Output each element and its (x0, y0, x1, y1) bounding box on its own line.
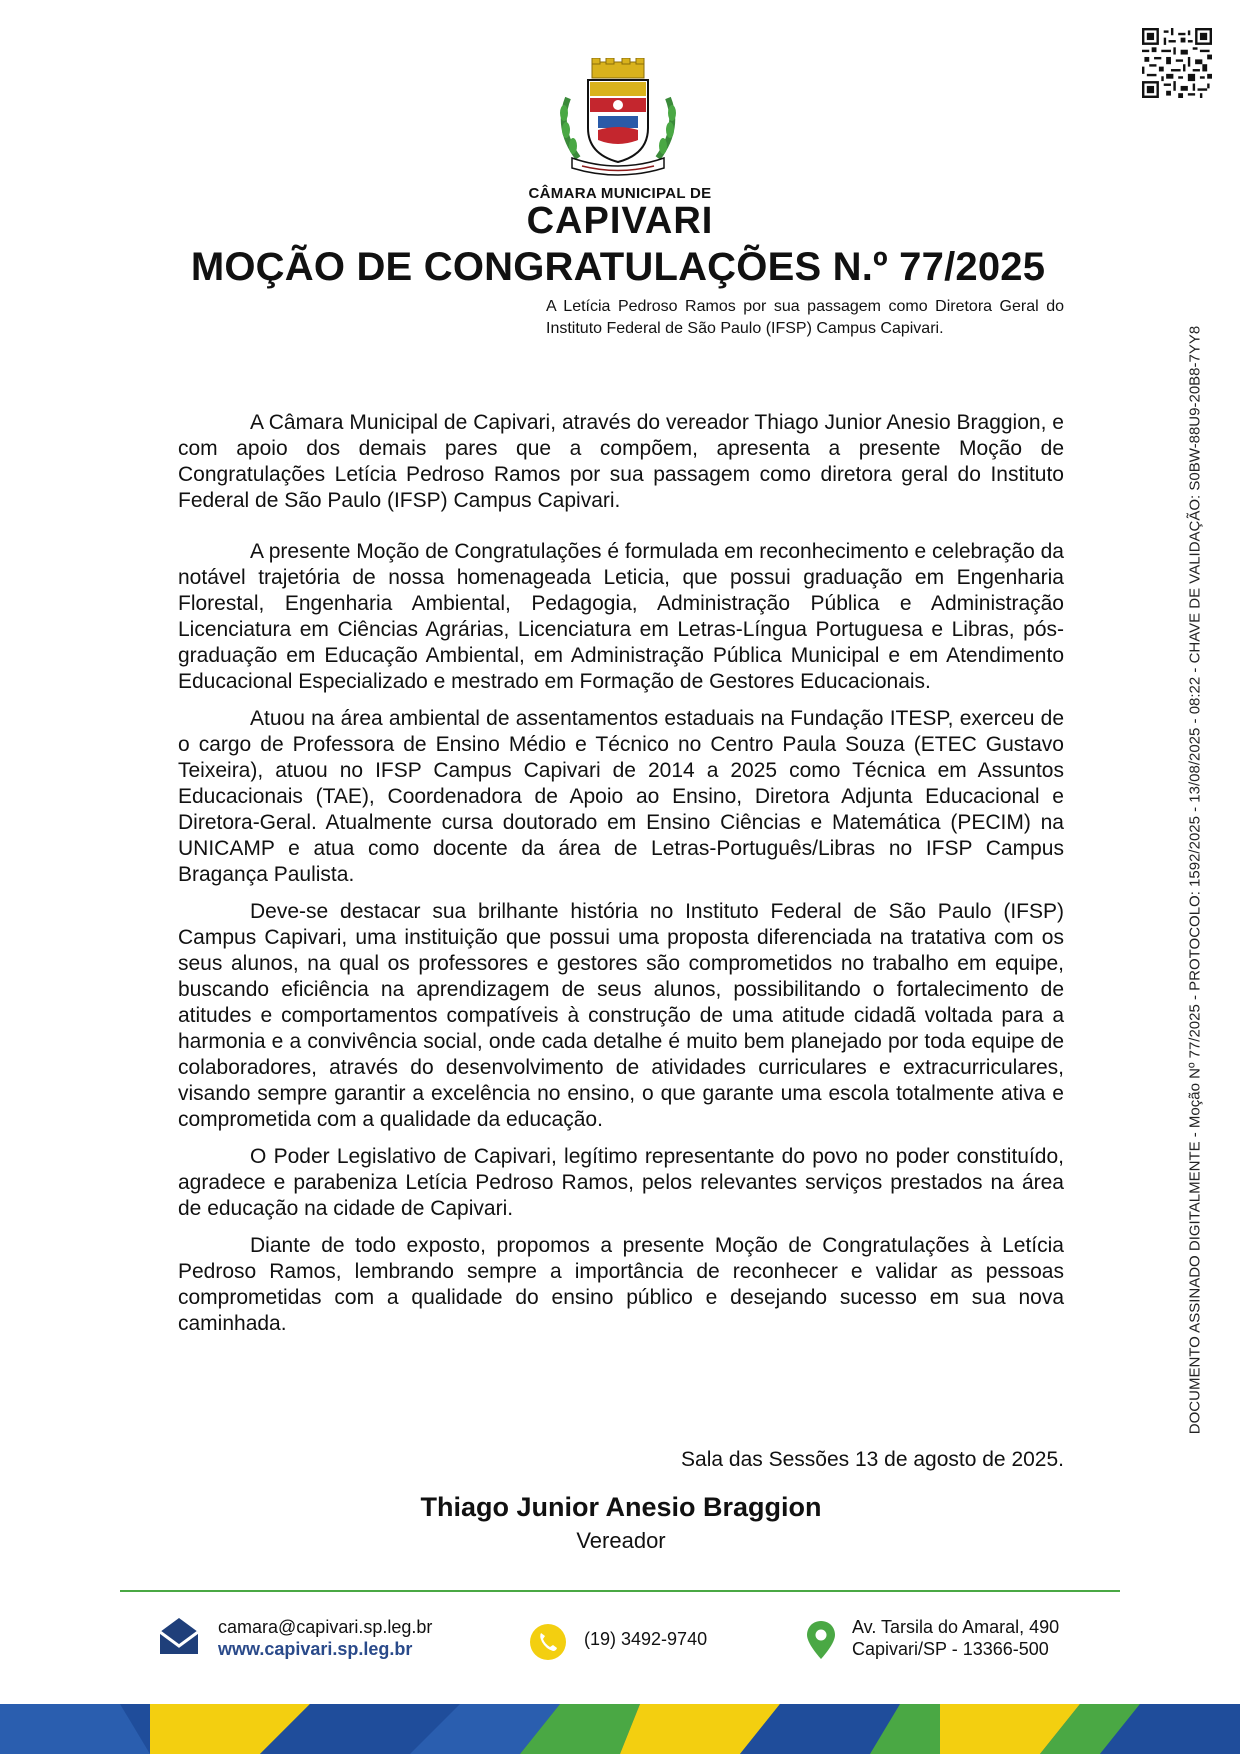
website-link[interactable]: www.capivari.sp.leg.br (218, 1639, 413, 1659)
phone-icon (528, 1622, 568, 1662)
place-and-date: Sala das Sessões 13 de agosto de 2025. (681, 1448, 1064, 1471)
body-paragraph: Atuou na área ambiental de assentamentos estaduais na Fundação ITESP, exerceu de o cargo de Professora de Ensino Médio e Técnico no Centro Paula Souza (ETEC Gustavo Teixeira), atuou no IFSP Campus Capivari de 2014 a 2025 como Técnica em Assuntos Educacionais (TAE), Coordenadora de Apoio ao Ensino, Diretora Adjunta Educacional e Diretora-Geral. Atualmente cursa doutorado em Ensino Ciências e Matemática (PECIM) na UNICAMP e atua como docente da área de Letras-Português/Libras no IFSP Campus Bragança Paulista. (178, 707, 1064, 886)
digital-signature-validation-text: DOCUMENTO ASSINADO DIGITALMENTE - Moção Nº 77/2025 - PROTOCOLO: 1592/2025 - 13/08/2025 - 08:22 - CHAVE DE VALIDAÇÃO: S0BW-88U9-20B8-7YY8 (1186, 325, 1204, 1435)
document-subject: A Letícia Pedroso Ramos por sua passagem como Diretora Geral do Instituto Federal de São Paulo (IFSP) Campus Capivari. (546, 298, 1064, 337)
municipal-crest-logo (548, 58, 688, 178)
signer-role: Vereador (576, 1528, 666, 1553)
body-paragraph: Diante de todo exposto, propomos a presente Moção de Congratulações à Letícia Pedroso Ramos, lembrando sempre a importância de reconhecer e validar as pessoas comprometidas com a qualidade do ensino público e desejando sucesso em sua nova caminhada. (178, 1234, 1064, 1335)
address-line2: Capivari/SP - 13366-500 (852, 1639, 1049, 1659)
document-body (178, 410, 1064, 1337)
body-paragraph: A presente Moção de Congratulações é formulada em reconhecimento e celebração da notável trajetória de nossa homenageada Leticia, que possui graduação em Engenharia Florestal, Engenharia Ambiental, Pedagogia, Administração Pública e Administração Licenciatura em Ciências Agrárias, Licenciatura em Letras-Língua Portuguesa e Libras, pós-graduação em Educação Ambiental, em Administração Pública Municipal e em Atendimento Educacional Especializado e mestrado em Formação de Gestores Educacionais. (178, 540, 1064, 693)
decorative-color-band (0, 1704, 1240, 1754)
brand-line1: CÂMARA MUNICIPAL DE (528, 185, 712, 202)
email-link[interactable]: camara@capivari.sp.leg.br (218, 1617, 433, 1637)
institution-brand (500, 186, 740, 240)
body-paragraph: A Câmara Municipal de Capivari, através do vereador Thiago Junior Anesio Braggion, e com apoio dos demais pares que a compõem, apresenta a presente Moção de Congratulações Letícia Pedroso Ramos por sua passagem como diretora geral do Instituto Federal de São Paulo (IFSP) Campus Capivari. (178, 411, 1064, 512)
brand-line2: CAPIVARI (526, 200, 714, 242)
qr-code (1142, 28, 1212, 98)
body-paragraph: Deve-se destacar sua brilhante história no Instituto Federal de São Paulo (IFSP) Campus Capivari, uma instituição que possui uma proposta diferenciada na tratativa com os seus alunos, na qual os professores e gestores são comprometidos no trabalho em equipe, buscando eficiência na aprendizagem de seus alunos, possibilitando o fortalecimento de atitudes e comportamentos compatíveis à construção de uma atitude cidadã voltada para a harmonia e a convivência social, onde cada detalhe é muito bem planejado por toda equipe de colaboradores, através do desenvolvimento de atividades curriculares e extracurriculares, visando sempre garantir a excelência no ensino, o que garante uma escola totalmente ativa e comprometida com a qualidade da educação. (178, 900, 1064, 1131)
location-pin-icon (806, 1620, 836, 1660)
address-line1: Av. Tarsila do Amaral, 490 (852, 1617, 1060, 1637)
phone-number[interactable]: (19) 3492-9740 (584, 1629, 708, 1649)
footer-divider (120, 1590, 1120, 1592)
envelope-icon (158, 1616, 200, 1656)
document-title: MOÇÃO DE CONGRATULAÇÕES N.º 77/2025 (190, 245, 1046, 289)
signer-name: Thiago Junior Anesio Braggion (420, 1492, 822, 1522)
body-paragraph: O Poder Legislativo de Capivari, legítimo representante do povo no poder constituído, agradece e parabeniza Letícia Pedroso Ramos, pelos relevantes serviços prestados na área de educação na cidade de Capivari. (178, 1145, 1064, 1220)
